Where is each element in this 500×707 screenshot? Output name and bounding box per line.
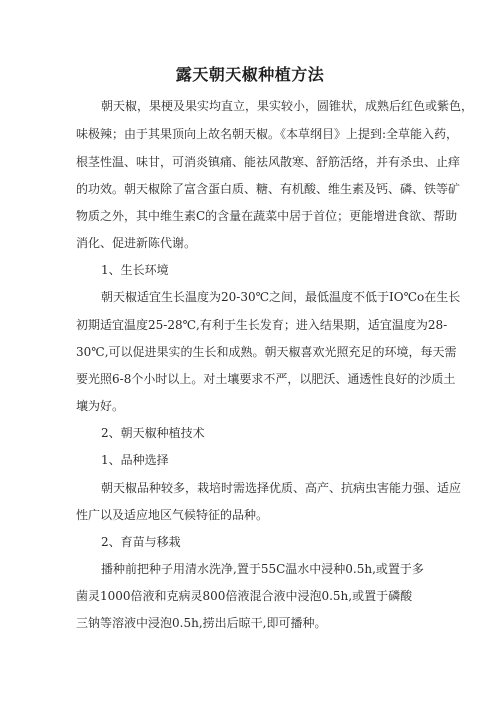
paragraph-line: 菌灵1000倍液和克病灵800倍液混合液中浸泡0.5h,或置于磷酸 bbox=[76, 589, 413, 603]
paragraph-line: 根茎性温、味甘，可消炎镇痛、能祛风散寒、舒筋活络，并有杀虫、止痒 bbox=[76, 155, 461, 169]
section-heading: 2、朝天椒种植技术 bbox=[101, 426, 205, 440]
paragraph-line: 的功效。朝天椒除了富含蛋白质、糖、有机酸、维生素及钙、磷、铁等矿 bbox=[76, 182, 461, 196]
paragraph-line: 性广以及适应地区气候特征的品种。 bbox=[76, 508, 269, 522]
paragraph-line: 物质之外，其中维生素C的含量在蔬菜中居于首位；更能增进食欲、帮助 bbox=[76, 209, 458, 223]
paragraph-line: 要光照6-8个小时以上。对土壤要求不严，以肥沃、通透性良好的沙质土 bbox=[76, 372, 456, 386]
section-heading: 1、生长环境 bbox=[101, 263, 169, 277]
paragraph-line: 朝天椒品种较多，栽培时需选择优质、高产、抗病虫害能力强、适应 bbox=[101, 481, 462, 495]
paragraph-line: 朝天椒适宜生长温度为20-30℃之间，最低温度不低于IO℃o在生长 bbox=[101, 290, 461, 304]
paragraph-line: 朝天椒，果梗及果实均直立，果实较小，圆锥状，成熟后红色或紫色， bbox=[101, 99, 474, 113]
paragraph-line: 壤为好。 bbox=[76, 399, 125, 413]
subsection-heading: 2、育苗与移栽 bbox=[101, 535, 181, 549]
paragraph-line: 三钠等溶液中浸泡0.5h,捞出后晾干,即可播种。 bbox=[76, 616, 327, 630]
paragraph-line: 30℃,可以促进果实的生长和成熟。朝天椒喜欢光照充足的环境，每天需 bbox=[76, 345, 457, 359]
subsection-heading: 1、品种选择 bbox=[101, 453, 169, 467]
paragraph-line: 消化、促进新陈代谢。 bbox=[76, 236, 197, 250]
paragraph-line: 味极辣；由于其果顶向上故名朝天椒。《本草纲目》上提到:全草能入药， bbox=[76, 127, 459, 141]
paragraph-line: 初期适宜温度25-28℃,有利于生长发育；进入结果期，适宜温度为28- bbox=[76, 318, 448, 332]
paragraph-line: 播种前把种子用清水洗净,置于55C温水中浸种0.5h,或置于多 bbox=[101, 562, 424, 576]
document-title: 露天朝天椒种植方法 bbox=[175, 65, 325, 84]
